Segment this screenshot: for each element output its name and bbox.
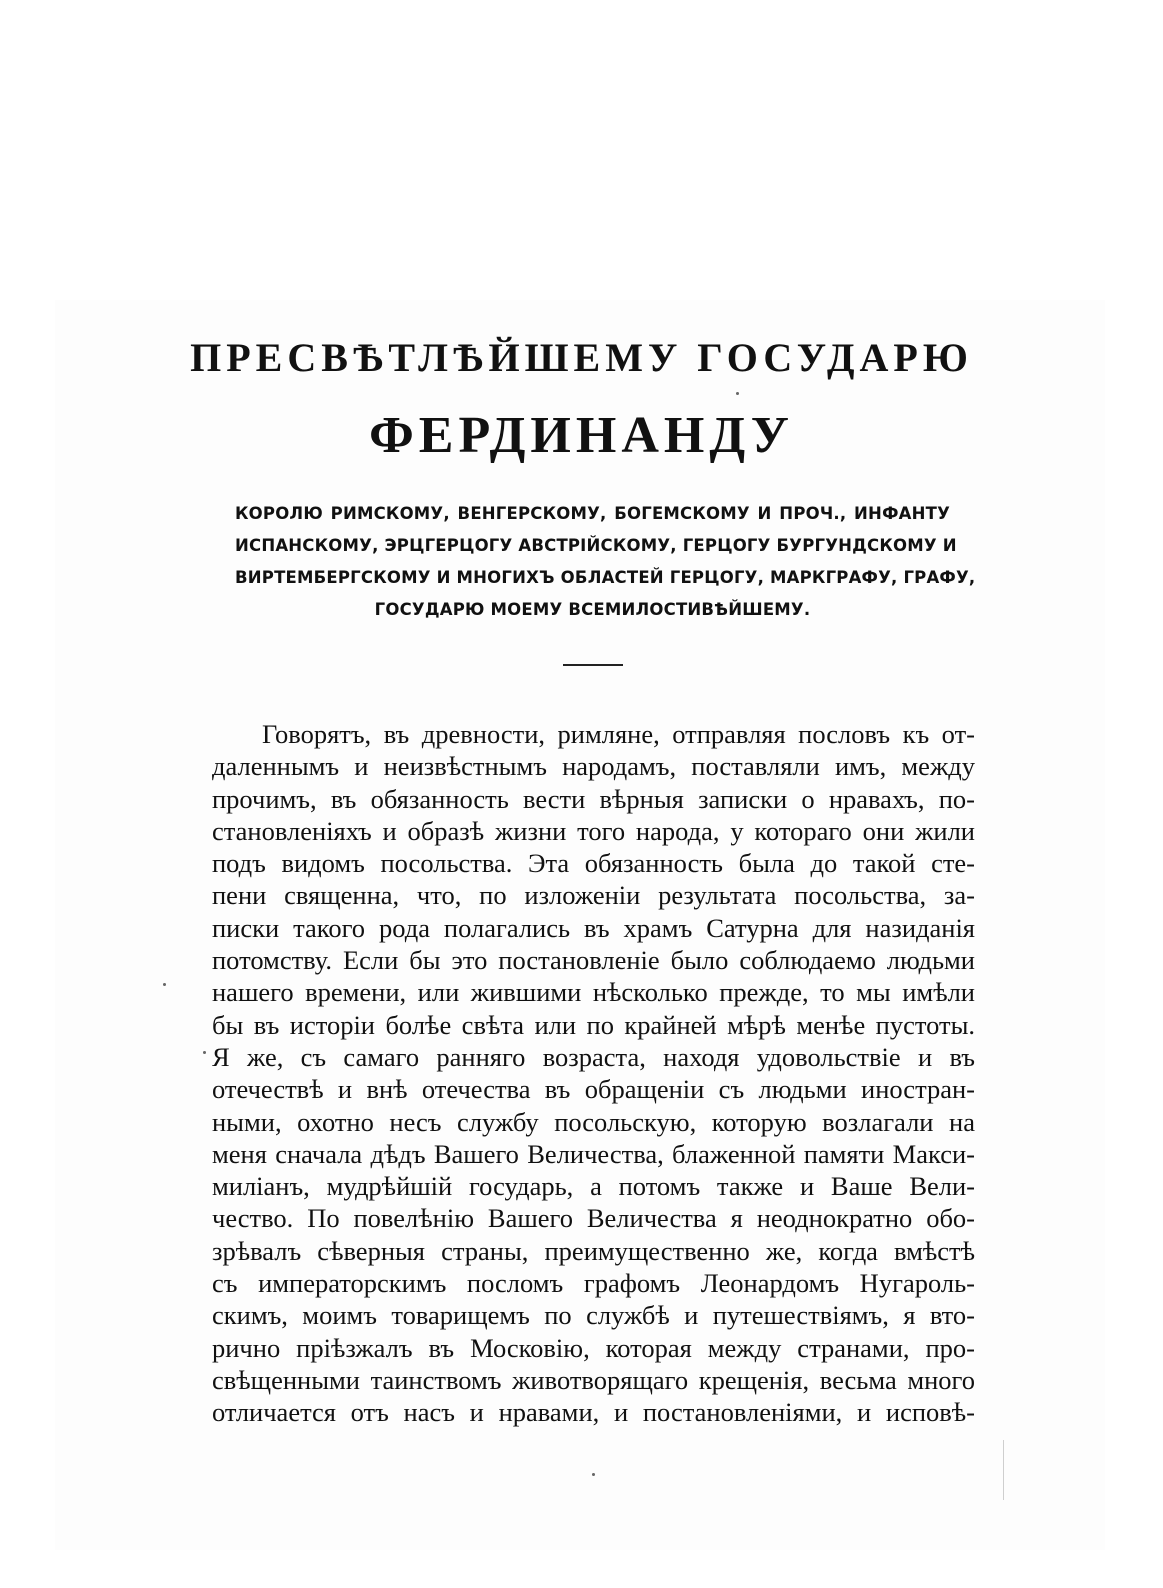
text-line: становленіяхъ и образѣ жизни того народа, у котораго они жили [212, 815, 975, 846]
dedication-subtitle [235, 498, 976, 626]
text-line: миліанъ, мудрѣйшій государь, а потомъ также и Ваше Вели- [212, 1171, 975, 1202]
text-line: отличается отъ насъ и нравами, и постановленіями, и исповѣ- [212, 1397, 975, 1428]
text-line: скимъ, моимъ товарищемъ по службѣ и путешествіямъ, я вто- [212, 1300, 975, 1331]
text-line: подъ видомъ посольства. Эта обязанность была до такой сте- [212, 848, 975, 879]
text-line: даленнымъ и неизвѣстнымъ народамъ, поставляли имъ, между [212, 751, 975, 782]
heading-line-1: ПРЕСВѢТЛѢЙШЕМУ ГОСУДАРЮ [190, 335, 973, 380]
subtitle-line: КОРОЛЮ РИМСКОМУ, ВЕНГЕРСКОМУ, БОГЕМСКОМУ И ПРОЧ., ИНФАНТУ [235, 504, 950, 523]
scan-speck [736, 392, 739, 395]
text-line: прочимъ, въ обязанность вести вѣрныя записки о нравахъ, по- [212, 783, 975, 814]
scan-speck [592, 1473, 595, 1476]
scan-speck [163, 983, 166, 986]
text-line: нашего времени, или жившими нѣсколько прежде, то мы имѣли [212, 977, 975, 1008]
text-line: бы въ исторіи болѣе свѣта или по крайней мѣрѣ менѣе пустоты. [212, 1009, 975, 1040]
subtitle-line: ИСПАНСКОМУ, ЭРЦГЕРЦОГУ АВСТРІЙСКОМУ, ГЕРЦОГУ БУРГУНДСКОМУ И [235, 536, 957, 555]
text-line: чество. По повелѣнію Вашего Величества я неоднократно обо- [212, 1203, 975, 1234]
text-line: съ императорскимъ посломъ графомъ Леонардомъ Нугароль- [212, 1268, 975, 1299]
text-line: Я же, съ самаго ранняго возраста, находя удовольствіе и въ [212, 1041, 975, 1072]
text-line: Говорятъ, въ древности, римляне, отправляя пословъ къ от- [262, 719, 975, 749]
heading-line-2: ФЕРДИНАНДУ [369, 407, 794, 464]
text-line: меня сначала дѣдъ Вашего Величества, блаженной памяти Макси- [212, 1138, 975, 1169]
text-line: пени священна, что, по изложеніи результата посольства, за- [212, 880, 975, 911]
subtitle-line: ВИРТЕМБЕРГСКОМУ И МНОГИХЪ ОБЛАСТЕЙ ГЕРЦОГУ, МАРКГРАФУ, ГРАФУ, [235, 568, 976, 587]
text-line: свѣщенными таинствомъ животворящаго крещенія, весьма много [212, 1364, 975, 1395]
text-line: потомству. Если бы это постановленіе было соблюдаемо людьми [212, 945, 975, 976]
body-paragraph [212, 718, 975, 1429]
subtitle-line: ГОСУДАРЮ МОЕМУ ВСЕМИЛОСТИВѢЙШЕМУ. [374, 600, 811, 619]
text-line: отечествѣ и внѣ отечества въ обращеніи съ людьми иностран- [212, 1074, 975, 1105]
section-divider [563, 664, 623, 666]
text-line: рично пріѣзжалъ въ Московію, которая между странами, про- [212, 1332, 975, 1363]
text-line: зрѣвалъ сѣверныя страны, преимущественно же, когда вмѣстѣ [212, 1235, 975, 1266]
scan-edge-line [1003, 1440, 1004, 1500]
text-line: писки такого рода полагались въ храмъ Сатурна для назиданія [212, 912, 975, 943]
scan-speck [203, 1051, 206, 1054]
text-line: ными, охотно несъ службу посольскую, которую возлагали на [212, 1106, 975, 1137]
